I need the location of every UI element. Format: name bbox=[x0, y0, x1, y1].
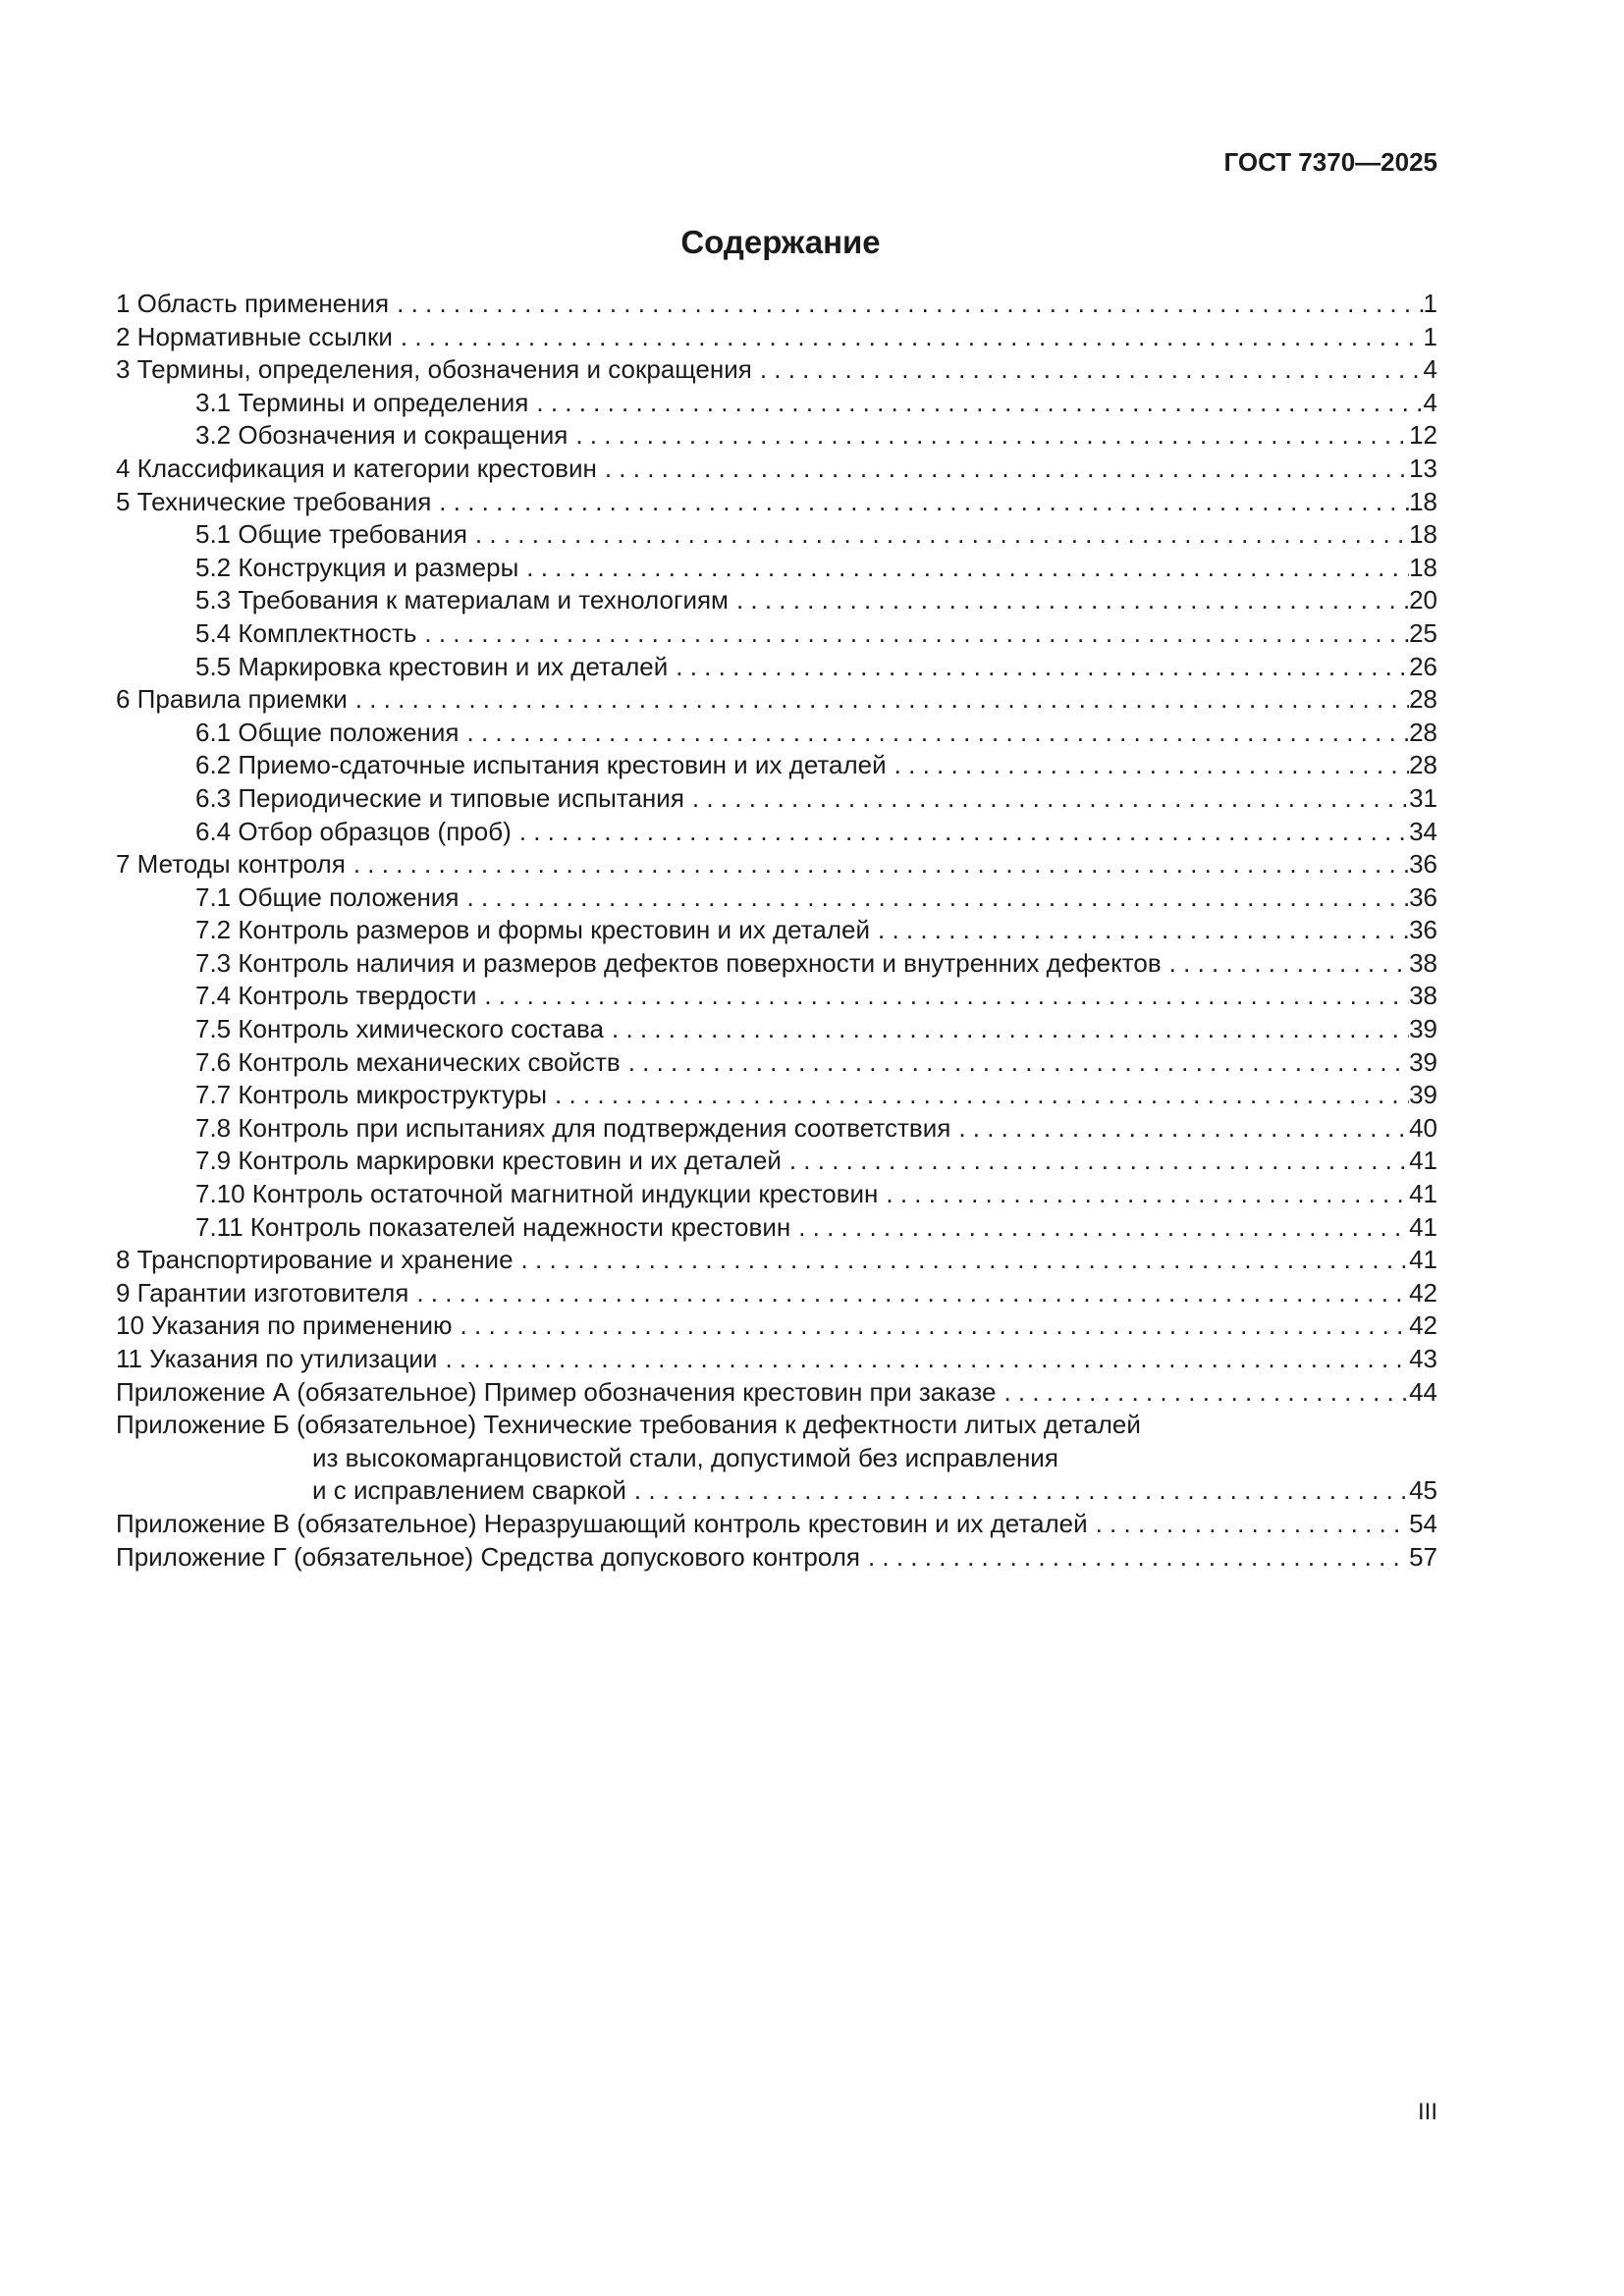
toc-entry-page: 39 bbox=[1409, 1080, 1437, 1110]
toc-entry[interactable] bbox=[116, 1343, 1437, 1376]
toc-entry-page: 36 bbox=[1409, 915, 1437, 945]
toc-leader-dots bbox=[894, 749, 1409, 782]
toc-entry[interactable] bbox=[116, 1508, 1437, 1541]
toc-entry-page: 41 bbox=[1409, 1211, 1437, 1242]
toc-entry-label: 7.1 Общие положения bbox=[195, 881, 460, 912]
toc-entry-label: 5.4 Комплектность bbox=[195, 617, 417, 648]
toc-leader-dots bbox=[424, 617, 1409, 651]
toc-leader-dots bbox=[445, 1343, 1409, 1376]
toc-leader-dots bbox=[460, 1309, 1410, 1343]
toc-leader-dots bbox=[868, 1541, 1409, 1575]
toc-entry[interactable] bbox=[116, 1145, 1437, 1178]
toc-entry-page: 40 bbox=[1409, 1112, 1437, 1143]
toc-entry-label: 7.6 Контроль механических свойств bbox=[195, 1046, 621, 1077]
toc-entry[interactable] bbox=[116, 914, 1437, 947]
toc-entry-label: 6.4 Отбор образцов (проб) bbox=[195, 816, 512, 846]
toc-leader-dots bbox=[798, 1211, 1409, 1245]
toc-entry-appendix-b-line3[interactable] bbox=[116, 1474, 1437, 1508]
toc-entry-page: 41 bbox=[1409, 1179, 1437, 1209]
toc-entry[interactable] bbox=[116, 1112, 1437, 1146]
toc-leader-dots bbox=[353, 848, 1409, 881]
document-code: ГОСТ 7370—2025 bbox=[1223, 147, 1437, 177]
toc-entry-label: 6.1 Общие положения bbox=[195, 717, 460, 747]
toc-entry[interactable] bbox=[116, 683, 1437, 717]
toc-entry-label: 3.1 Термины и определения bbox=[195, 387, 529, 417]
toc-entry-label: 7.4 Контроль твердости bbox=[195, 981, 477, 1011]
toc-entry[interactable] bbox=[116, 1211, 1437, 1245]
toc-entry[interactable] bbox=[116, 651, 1437, 684]
toc-entry-appendix-b-line2: из высокомарганцовистой стали, допустимой без исправления bbox=[312, 1442, 1058, 1472]
toc-entry[interactable] bbox=[116, 387, 1437, 420]
toc-entry-page: 26 bbox=[1409, 651, 1437, 681]
toc-leader-dots bbox=[355, 683, 1409, 717]
toc-entry-page: 57 bbox=[1409, 1541, 1437, 1572]
toc-entry-label: 7.8 Контроль при испытаниях для подтверждения соответствия bbox=[195, 1112, 951, 1143]
toc-entry-label: 3.2 Обозначения и сокращения bbox=[195, 420, 568, 451]
toc-entry-label: 5.3 Требования к материалам и технологиям bbox=[195, 585, 729, 615]
toc-entry-label: и с исправлением сваркой bbox=[312, 1475, 626, 1506]
toc-entry-label: 5.1 Общие требования bbox=[195, 519, 467, 550]
toc-entry-page: 20 bbox=[1409, 585, 1437, 615]
toc-leader-dots bbox=[760, 353, 1424, 387]
toc-entry-page: 1 bbox=[1423, 321, 1437, 351]
toc-entry-page: 42 bbox=[1409, 1277, 1437, 1308]
toc-entry-page: 41 bbox=[1409, 1146, 1437, 1176]
toc-entry-page: 13 bbox=[1409, 453, 1437, 483]
toc-entry[interactable] bbox=[116, 782, 1437, 816]
toc-entry[interactable] bbox=[116, 980, 1437, 1013]
toc-leader-dots bbox=[886, 1178, 1409, 1211]
page-title: Содержание bbox=[680, 224, 881, 260]
toc-entry-label: 7.2 Контроль размеров и формы крестовин и их деталей bbox=[195, 915, 870, 945]
toc-entry-page: 4 bbox=[1423, 387, 1437, 417]
toc-entry-label: Приложение В (обязательное) Неразрушающий контроль крестовин и их деталей bbox=[116, 1508, 1088, 1538]
toc-leader-dots bbox=[467, 881, 1410, 915]
page-number: III bbox=[1417, 2099, 1437, 2125]
toc-entry-page: 18 bbox=[1409, 519, 1437, 550]
toc-entry-label: 2 Нормативные ссылки bbox=[116, 321, 393, 351]
toc-leader-dots bbox=[575, 419, 1409, 453]
toc-leader-dots bbox=[555, 1079, 1409, 1112]
toc-entry-label: 8 Транспортирование и хранение bbox=[116, 1245, 514, 1275]
toc-entry[interactable] bbox=[116, 1277, 1437, 1310]
toc-entry-label: 5.2 Конструкция и размеры bbox=[195, 552, 519, 582]
toc-entry[interactable] bbox=[116, 518, 1437, 552]
toc-entry-page: 25 bbox=[1409, 617, 1437, 648]
toc-leader-dots bbox=[789, 1145, 1409, 1178]
toc-entry[interactable] bbox=[116, 1178, 1437, 1211]
toc-entry-appendix-b-line1[interactable]: Приложение Б (обязательное) Технические требования к дефектности литых деталей bbox=[116, 1410, 1141, 1440]
toc-leader-dots bbox=[958, 1112, 1409, 1146]
toc-entry-label: 6.3 Периодические и типовые испытания bbox=[195, 782, 684, 813]
toc-entry-label: Приложение А (обязательное) Пример обозначения крестовин при заказе bbox=[116, 1376, 997, 1407]
toc-entry-label: 7.10 Контроль остаточной магнитной индукции крестовин bbox=[195, 1179, 879, 1209]
toc-leader-dots bbox=[605, 453, 1409, 486]
toc-entry-label: 7.7 Контроль микроструктуры bbox=[195, 1080, 548, 1110]
toc-leader-dots bbox=[736, 584, 1409, 617]
toc-entry-label: 7.11 Контроль показателей надежности крестовин bbox=[195, 1211, 791, 1242]
toc-entry[interactable] bbox=[116, 321, 1437, 354]
toc-entry[interactable] bbox=[116, 353, 1437, 387]
toc-entry-page: 36 bbox=[1409, 849, 1437, 880]
toc-leader-dots bbox=[612, 1013, 1409, 1046]
toc-leader-dots bbox=[475, 518, 1409, 552]
toc-entry-page: 41 bbox=[1409, 1245, 1437, 1275]
toc-leader-dots bbox=[692, 782, 1409, 816]
toc-entry[interactable] bbox=[116, 1046, 1437, 1080]
toc-entry-label: 3 Термины, определения, обозначения и сокращения bbox=[116, 354, 752, 385]
toc-leader-dots bbox=[526, 552, 1409, 585]
toc-entry[interactable] bbox=[116, 1376, 1437, 1410]
toc-entry[interactable] bbox=[116, 1541, 1437, 1575]
toc-entry[interactable] bbox=[116, 749, 1437, 782]
toc-entry[interactable] bbox=[116, 584, 1437, 617]
toc-entry-page: 54 bbox=[1409, 1508, 1437, 1538]
toc-entry[interactable] bbox=[116, 288, 1437, 321]
toc-leader-dots bbox=[439, 486, 1409, 519]
toc-entry-page: 38 bbox=[1409, 981, 1437, 1011]
toc-entry-label: 1 Область применения bbox=[116, 289, 390, 318]
toc-entry[interactable] bbox=[116, 1244, 1437, 1277]
toc-leader-dots bbox=[628, 1046, 1409, 1080]
table-of-contents bbox=[116, 288, 1437, 1574]
toc-entry-label: 11 Указания по утилизации bbox=[116, 1344, 438, 1373]
toc-entry[interactable] bbox=[116, 419, 1437, 453]
toc-leader-dots bbox=[1096, 1508, 1409, 1541]
toc-entry-label: 7.9 Контроль маркировки крестовин и их деталей bbox=[195, 1146, 782, 1176]
toc-leader-dots bbox=[401, 321, 1424, 354]
toc-entry[interactable] bbox=[116, 848, 1437, 881]
toc-entry-label: 7.3 Контроль наличия и размеров дефектов поверхности и внутренних дефектов bbox=[195, 947, 1162, 978]
toc-entry[interactable] bbox=[116, 486, 1437, 519]
toc-entry-label: 9 Гарантии изготовителя bbox=[116, 1277, 409, 1308]
toc-entry-page: 43 bbox=[1409, 1344, 1437, 1373]
toc-entry-page: 18 bbox=[1409, 486, 1437, 516]
toc-entry[interactable] bbox=[116, 1309, 1437, 1343]
toc-entry[interactable] bbox=[116, 1013, 1437, 1046]
toc-leader-dots bbox=[521, 1244, 1410, 1277]
toc-entry-page: 36 bbox=[1409, 881, 1437, 912]
toc-entry-page: 39 bbox=[1409, 1046, 1437, 1077]
toc-entry-page: 31 bbox=[1409, 782, 1437, 813]
toc-entry-page: 34 bbox=[1409, 816, 1437, 846]
toc-leader-dots bbox=[878, 914, 1409, 947]
toc-entry[interactable] bbox=[116, 617, 1437, 651]
toc-leader-dots bbox=[536, 387, 1423, 420]
toc-leader-dots bbox=[519, 816, 1409, 849]
toc-leader-dots bbox=[397, 288, 1423, 321]
toc-entry-page: 28 bbox=[1409, 750, 1437, 780]
toc-leader-dots bbox=[1169, 947, 1409, 981]
toc-entry-page: 12 bbox=[1409, 420, 1437, 451]
toc-entry-page: 42 bbox=[1409, 1310, 1437, 1341]
toc-entry[interactable] bbox=[116, 816, 1437, 849]
toc-leader-dots bbox=[1003, 1376, 1409, 1410]
toc-entry-label: Приложение Г (обязательное) Средства допускового контроля bbox=[116, 1541, 860, 1572]
toc-entry-label: 4 Классификация и категории крестовин bbox=[116, 453, 597, 483]
toc-leader-dots bbox=[416, 1277, 1409, 1310]
toc-entry-page: 1 bbox=[1423, 289, 1437, 318]
toc-entry-label: 5 Технические требования bbox=[116, 486, 432, 516]
toc-entry[interactable] bbox=[116, 881, 1437, 915]
toc-entry[interactable] bbox=[116, 453, 1437, 486]
toc-entry-page: 45 bbox=[1409, 1475, 1437, 1506]
toc-leader-dots bbox=[676, 651, 1409, 684]
toc-entry[interactable] bbox=[116, 1079, 1437, 1112]
toc-entry-label: 6 Правила приемки bbox=[116, 684, 348, 715]
toc-entry[interactable] bbox=[116, 947, 1437, 981]
toc-entry-page: 28 bbox=[1409, 684, 1437, 715]
toc-entry-label: 7 Методы контроля bbox=[116, 849, 346, 880]
toc-entry-label: 10 Указания по применению bbox=[116, 1310, 453, 1341]
toc-entry-label: 7.5 Контроль химического состава bbox=[195, 1014, 604, 1044]
toc-entry-page: 28 bbox=[1409, 717, 1437, 747]
toc-leader-dots bbox=[467, 717, 1410, 750]
toc-entry-page: 44 bbox=[1409, 1376, 1437, 1407]
toc-leader-dots bbox=[634, 1474, 1409, 1508]
toc-entry-page: 38 bbox=[1409, 947, 1437, 978]
toc-entry-label: 5.5 Маркировка крестовин и их деталей bbox=[195, 651, 669, 681]
toc-entry-label: 6.2 Приемо-сдаточные испытания крестовин и их деталей bbox=[195, 750, 887, 780]
toc-leader-dots bbox=[484, 980, 1409, 1013]
toc-entry-page: 4 bbox=[1423, 354, 1437, 385]
toc-entry-page: 39 bbox=[1409, 1014, 1437, 1044]
toc-entry-page: 18 bbox=[1409, 552, 1437, 582]
toc-entry[interactable] bbox=[116, 717, 1437, 750]
toc-entry[interactable] bbox=[116, 552, 1437, 585]
